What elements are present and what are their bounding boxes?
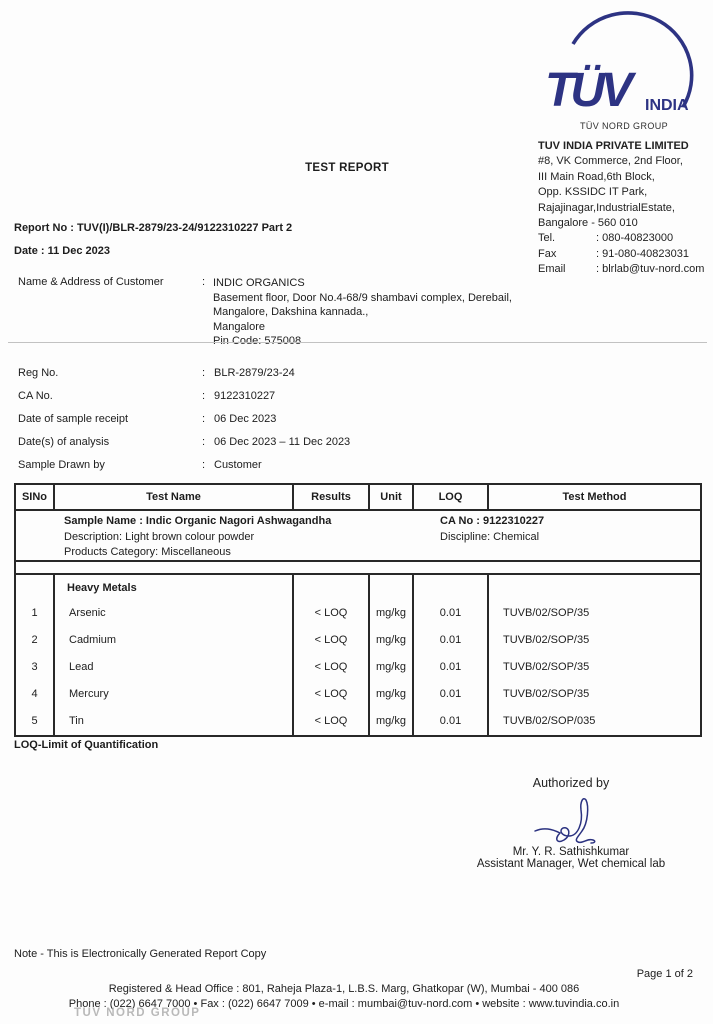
report-date: Date : 11 Dec 2023 [14, 245, 111, 257]
sample-category: Products Category: Miscellaneous [64, 546, 231, 558]
meta-label: Date(s) of analysis [18, 436, 110, 448]
cell-result: < LOQ [292, 681, 368, 708]
email-label: Email [538, 263, 566, 276]
meta-colon: : [202, 367, 206, 379]
table-row [16, 627, 700, 654]
tuv-logo-icon [545, 4, 713, 136]
email-value: : blrlab@tuv-nord.com [596, 263, 705, 276]
lab-address-line: #8, VK Commerce, 2nd Floor, [538, 155, 683, 168]
cell-unit: mg/kg [368, 600, 412, 627]
table-row [16, 708, 700, 735]
lab-tel-row [538, 231, 713, 246]
cell-loq: 0.01 [412, 654, 487, 681]
cell-sino: 5 [31, 715, 38, 727]
cell-method: TUVB/02/SOP/35 [487, 627, 700, 654]
lab-address-block [538, 139, 713, 278]
empty-cell [292, 575, 368, 600]
meta-row-reg-no [18, 362, 538, 385]
meta-value: BLR-2879/23-24 [214, 367, 295, 379]
meta-colon: : [202, 413, 206, 425]
cell-loq: 0.01 [412, 600, 487, 627]
customer-address-line: Mangalore [213, 320, 265, 333]
authorization-block [455, 776, 687, 870]
cell-result: < LOQ [292, 627, 368, 654]
meta-value: Customer [214, 459, 262, 471]
cell-method: TUVB/02/SOP/35 [487, 681, 700, 708]
cell-loq: 0.01 [412, 708, 487, 735]
fax-value: : 91-080-40823031 [596, 247, 689, 260]
cell-loq: 0.01 [412, 681, 487, 708]
cell-test-name: Tin [53, 708, 292, 735]
sample-description: Description: Light brown colour powder [64, 530, 255, 543]
tel-label: Tel. [538, 232, 556, 245]
cell-method: TUVB/02/SOP/35 [487, 654, 700, 681]
meta-label: Date of sample receipt [18, 413, 129, 425]
col-header-unit: Unit [368, 485, 412, 509]
customer-label: Name & Address of Customer [18, 276, 164, 288]
electronic-copy-note: Note - This is Electronically Generated Report Copy [14, 948, 267, 960]
sample-info-right [440, 514, 544, 545]
page-title: TEST REPORT [305, 162, 389, 174]
cell-unit: mg/kg [368, 681, 412, 708]
customer-address-line: Basement floor, Door No.4-68/9 shambavi complex, Derebail, [213, 291, 512, 304]
cell-test-name: Mercury [53, 681, 292, 708]
cell-sino: 3 [31, 661, 38, 673]
table-spacer-band [14, 562, 702, 575]
table-header-row [14, 483, 702, 511]
sample-name: Sample Name : Indic Organic Nagori Ashwagandha [64, 515, 332, 527]
group-header-row [16, 575, 700, 600]
meta-label: CA No. [18, 390, 53, 402]
lab-address-line: Opp. KSSIDC IT Park, [538, 186, 648, 199]
authorizer-name: Mr. Y. R. Sathishkumar [512, 846, 630, 858]
lab-fax-row [538, 247, 713, 262]
col-header-test-name: Test Name [53, 485, 292, 509]
lab-address-line: Bangalore - 560 010 [538, 217, 638, 230]
empty-cell [487, 575, 700, 600]
meta-colon: : [202, 436, 206, 448]
meta-row-analysis-dates [18, 431, 538, 454]
tel-value: : 080-40823000 [596, 232, 674, 245]
cell-sino: 4 [31, 688, 38, 700]
col-header-results: Results [292, 485, 368, 509]
authorized-by-label: Authorized by [532, 776, 610, 790]
col-header-loq: LOQ [412, 485, 487, 509]
cell-result: < LOQ [292, 654, 368, 681]
cell-test-name: Cadmium [53, 627, 292, 654]
meta-colon: : [202, 390, 206, 402]
group-header-label: Heavy Metals [53, 575, 292, 600]
logo-brand-text: TÜV [545, 64, 629, 117]
meta-row-receipt-date [18, 408, 538, 431]
cell-sino: 1 [31, 607, 38, 619]
cell-test-name: Arsenic [53, 600, 292, 627]
sample-info-section [14, 511, 702, 562]
meta-row-sample-drawn-by [18, 454, 538, 477]
lab-address-line: III Main Road,6th Block, [538, 170, 655, 183]
col-header-test-method: Test Method [487, 485, 700, 509]
customer-name: INDIC ORGANICS [213, 277, 305, 289]
footer-group-watermark: TUV NORD GROUP [74, 1007, 201, 1019]
cell-sino: 2 [31, 634, 38, 646]
tuv-india-logo [545, 4, 713, 136]
table-row [16, 654, 700, 681]
cell-result: < LOQ [292, 600, 368, 627]
empty-cell [16, 575, 53, 600]
results-table [14, 483, 702, 737]
meta-value: 06 Dec 2023 – 11 Dec 2023 [214, 436, 351, 448]
meta-row-ca-no [18, 385, 538, 408]
registration-meta [18, 362, 538, 477]
signature-icon [531, 793, 611, 845]
meta-colon: : [202, 459, 206, 471]
loq-footnote: LOQ-Limit of Quantification [14, 739, 159, 751]
registered-office-line: Registered & Head Office : 801, Raheja Plaza-1, L.B.S. Marg, Ghatkopar (W), Mumbai - 400 086 [108, 983, 580, 995]
authorizer-designation: Assistant Manager, Wet chemical lab [476, 858, 666, 870]
logo-brand-suffix: INDIA [645, 97, 689, 114]
empty-cell [368, 575, 412, 600]
table-row [16, 600, 700, 627]
col-header-sino: SINo [21, 491, 48, 503]
sample-info-left [64, 514, 331, 561]
cell-unit: mg/kg [368, 708, 412, 735]
fax-label: Fax [538, 247, 557, 260]
lab-company-name: TUV INDIA PRIVATE LIMITED [538, 140, 689, 152]
cell-unit: mg/kg [368, 627, 412, 654]
lab-address-line: Rajajinagar,IndustrialEstate, [538, 201, 675, 214]
cell-unit: mg/kg [368, 654, 412, 681]
meta-label: Reg No. [18, 367, 59, 379]
cell-method: TUVB/02/SOP/035 [487, 708, 700, 735]
customer-address-line: Mangalore, Dakshina kannada., [213, 306, 369, 319]
report-number: Report No : TUV(I)/BLR-2879/23-24/9122310227 Part 2 [14, 222, 293, 234]
table-row [16, 681, 700, 708]
table-body [14, 575, 702, 737]
meta-label: Sample Drawn by [18, 459, 105, 471]
customer-colon: : [202, 276, 206, 288]
sample-ca-no: CA No : 9122310227 [440, 515, 545, 527]
cell-result: < LOQ [292, 708, 368, 735]
page-number: Page 1 of 2 [636, 968, 693, 980]
meta-value: 06 Dec 2023 [214, 413, 277, 425]
customer-address [213, 276, 693, 349]
empty-cell [412, 575, 487, 600]
cell-loq: 0.01 [412, 627, 487, 654]
cell-method: TUVB/02/SOP/35 [487, 600, 700, 627]
meta-value: 9122310227 [214, 390, 276, 402]
cell-test-name: Lead [53, 654, 292, 681]
section-divider [8, 342, 707, 343]
sample-discipline: Discipline: Chemical [440, 530, 540, 543]
logo-group-caption: TÜV NORD GROUP [579, 121, 669, 131]
footer-contact-line: Phone : (022) 6647 7000 • Fax : (022) 6647 7009 • e-mail : mumbai@tuv-nord.com • website : www.tuvindia.co.in [68, 998, 620, 1010]
